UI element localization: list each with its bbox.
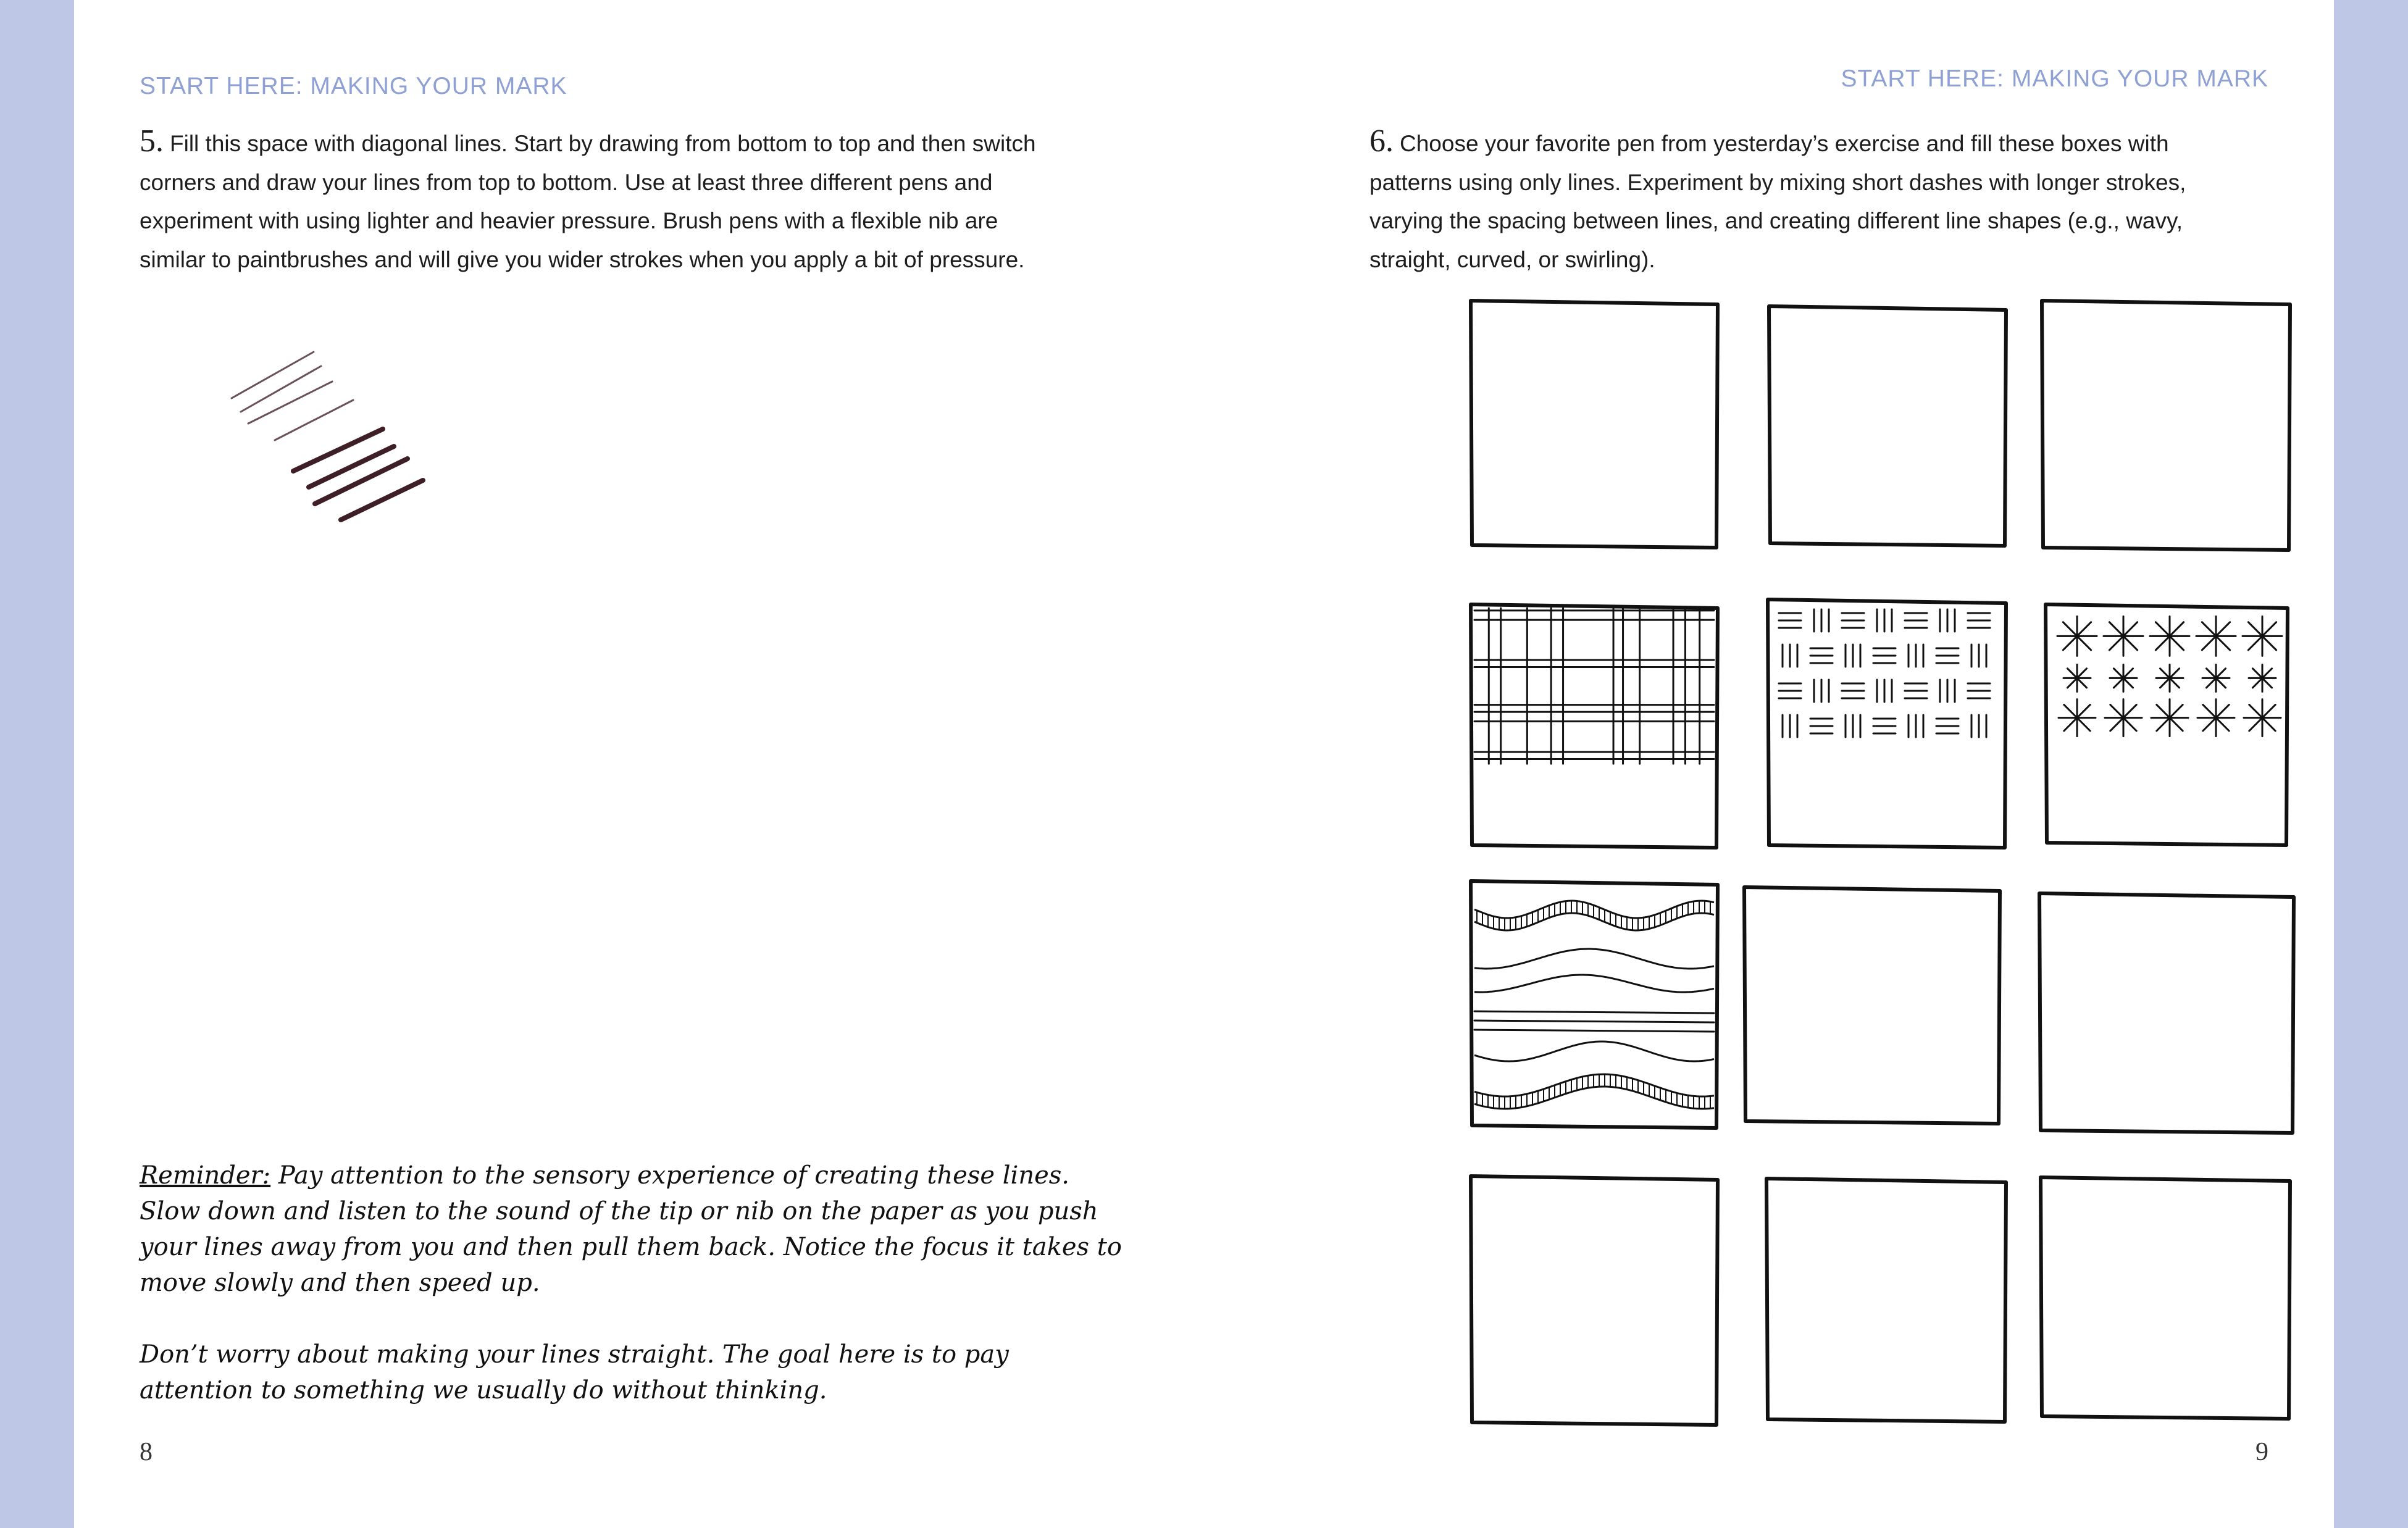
reminder-paragraph <box>140 1158 1127 1301</box>
running-header: START HERE: MAKING YOUR MARK <box>140 73 567 99</box>
reminder-note <box>140 1158 1127 1444</box>
book-spread <box>74 0 2334 1528</box>
page-number: 8 <box>140 1438 153 1466</box>
pattern-box-dashes[interactable] <box>1768 599 2006 848</box>
exercise-text: Fill this space with diagonal lines. Start by drawing from bottom to top and then switch corners and draw your lines from top to bottom. Use at least three different pens and experiment with using lighter and heavier pressure. Brush pens with a flexible nib are similar to paintbrushes and will give you wider strokes when you apply a bit of pressure. <box>140 131 1036 272</box>
pattern-box-empty[interactable] <box>1766 1179 2006 1422</box>
heavy-line-samples <box>293 429 423 520</box>
pattern-box-waves[interactable] <box>1471 881 1718 1128</box>
exercise-number: 5. <box>140 123 164 159</box>
pattern-box-empty[interactable] <box>1471 301 1718 548</box>
pattern-box-stars[interactable] <box>2046 604 2288 845</box>
exercise-text: Choose your favorite pen from yesterday’s exercise and fill these boxes with patterns using only lines. Experiment by mixing short dashes with longer strokes, varying the spacing between lines, and creating different line shapes (e.g., wavy, straight, curved, or swirling). <box>1369 131 2186 272</box>
pattern-box-empty[interactable] <box>2039 893 2294 1133</box>
pattern-box-empty[interactable] <box>1744 887 2000 1124</box>
light-line-samples <box>232 352 353 440</box>
diagonal-line-samples <box>222 346 445 531</box>
pattern-box-empty[interactable] <box>1769 306 2006 546</box>
reminder-text: Pay attention to the sensory experience of creating these lines. Slow down and listen to the sound of the tip or nib on the paper as you push your lines away from you and then pull them back. Notice the focus it takes to move slowly and then speed up. <box>140 1161 1122 1297</box>
pattern-box-empty[interactable] <box>2042 301 2290 550</box>
reminder-keyword: Reminder: <box>140 1161 271 1190</box>
exercise-number: 6. <box>1369 123 1394 159</box>
pattern-box-empty[interactable] <box>1471 1176 1718 1425</box>
exercise-5 <box>140 122 1066 279</box>
reminder-paragraph-2: Don’t worry about making your lines straight. The goal here is to pay attention to something we usually do without thinking. <box>140 1340 1009 1405</box>
exercise-6 <box>1369 122 2246 279</box>
pattern-box-empty[interactable] <box>2041 1177 2290 1419</box>
left-page <box>74 0 1204 1528</box>
pattern-box-plaid[interactable] <box>1471 604 1718 848</box>
running-header: START HERE: MAKING YOUR MARK <box>1841 65 2268 92</box>
right-page <box>1204 0 2334 1528</box>
page-number: 9 <box>2255 1438 2268 1466</box>
